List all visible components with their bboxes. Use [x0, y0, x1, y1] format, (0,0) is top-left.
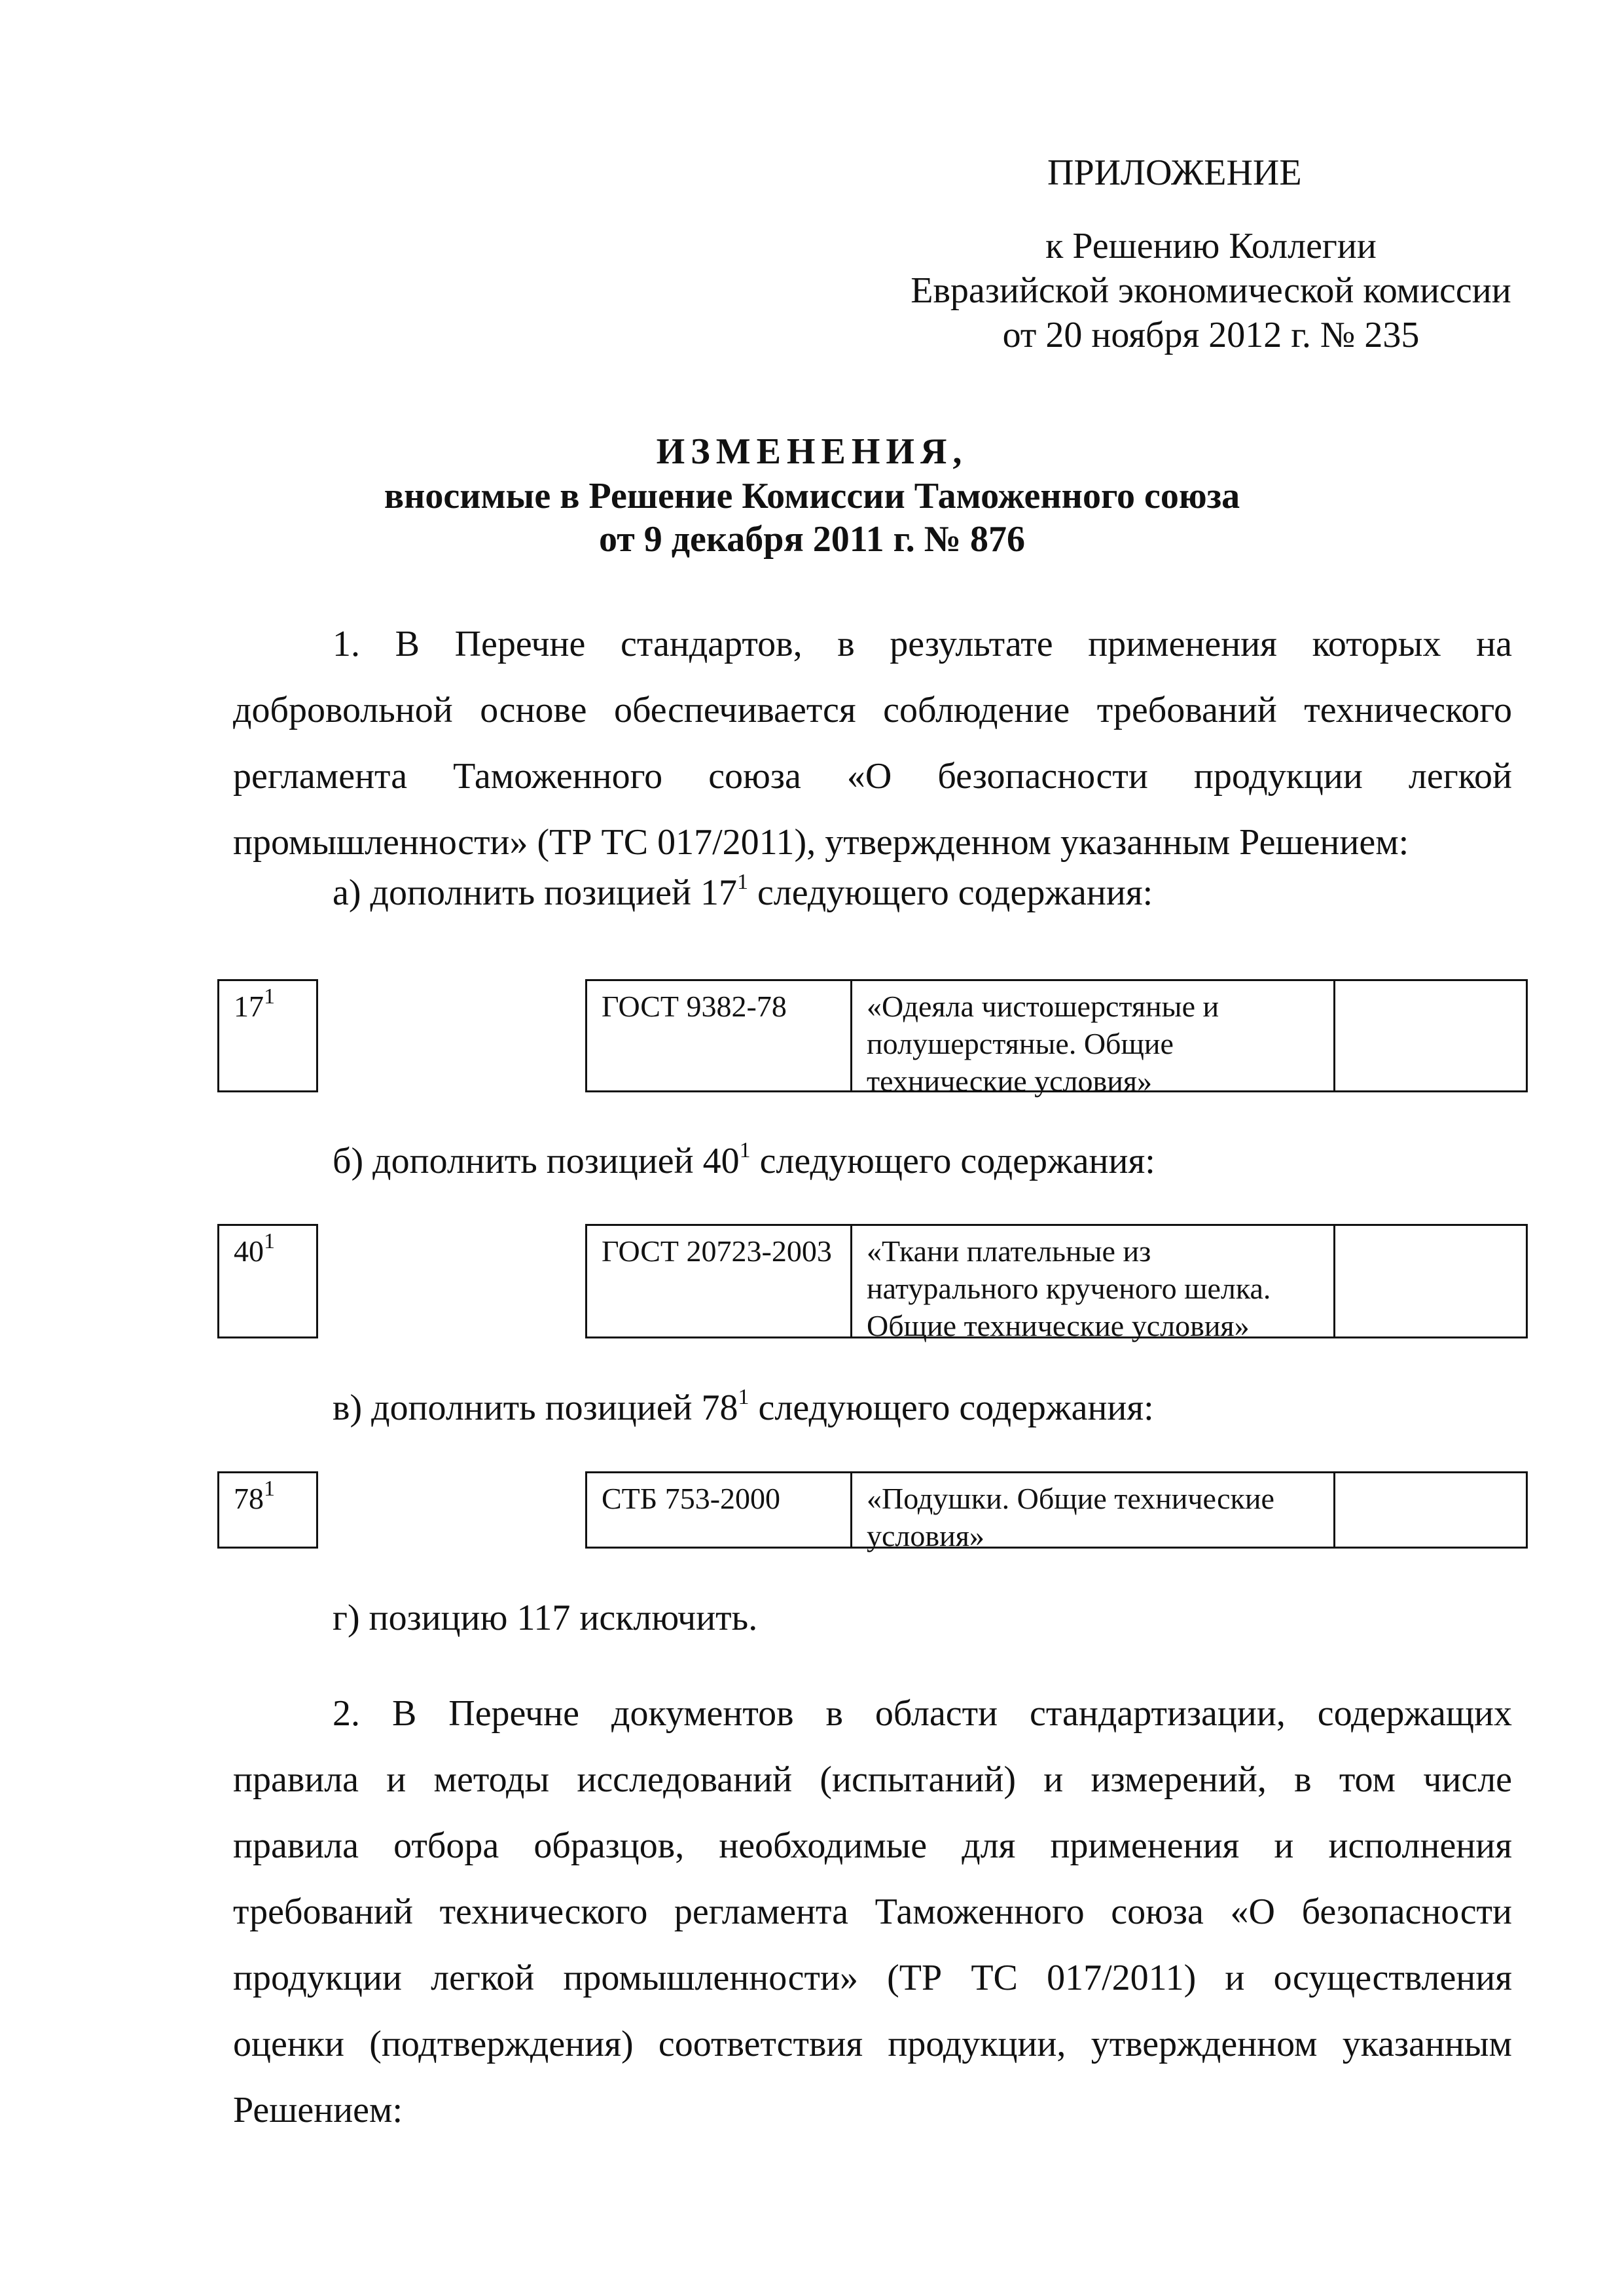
item-d: г) позицию 117 исключить. — [333, 1598, 758, 1638]
position-cell — [217, 979, 318, 1092]
item-text: следующего содержания: — [750, 1141, 1155, 1181]
superscript: 1 — [264, 984, 275, 1009]
note-cell — [1333, 1471, 1528, 1549]
paragraph-line: правила отбора образцов, необходимые для применения и исполнения — [233, 1825, 1512, 1866]
position-cell — [217, 1224, 318, 1338]
superscript: 1 — [736, 870, 748, 895]
standard-cell: СТБ 753-2000 — [585, 1471, 852, 1549]
paragraph-line: продукции легкой промышленности» (ТР ТС 017/2011) и осуществления — [233, 1958, 1512, 1998]
appendix-reference — [851, 224, 1571, 357]
appendix-ref-line: к Решению Коллегии — [1045, 226, 1377, 266]
item-c — [333, 1386, 1154, 1430]
note-cell — [1333, 979, 1528, 1092]
position-number: 40 — [234, 1234, 264, 1268]
item-text: следующего содержания: — [748, 872, 1153, 913]
item-b — [333, 1139, 1155, 1183]
superscript: 1 — [739, 1138, 751, 1163]
item-text: в) дополнить позицией 78 — [333, 1388, 738, 1428]
paragraph-line: 1. В Перечне стандартов, в результате применения которых на — [333, 624, 1512, 664]
item-text: а) дополнить позицией 17 — [333, 872, 737, 913]
title-cell: «Подушки. Общие технические условия» — [850, 1471, 1335, 1549]
item-a — [333, 870, 1153, 915]
superscript: 1 — [264, 1476, 275, 1501]
item-text: следующего содержания: — [749, 1388, 1154, 1428]
paragraph-line: промышленности» (ТР ТС 017/2011), утвержденном указанным Решением: — [233, 822, 1409, 863]
appendix-label: ПРИЛОЖЕНИЕ — [1047, 152, 1302, 193]
document-subtitle: вносимые в Решение Комиссии Таможенного союза — [384, 476, 1240, 516]
paragraph-line: 2. В Перечне документов в области стандартизации, содержащих — [333, 1693, 1512, 1734]
note-cell — [1333, 1224, 1528, 1338]
position-number: 78 — [234, 1482, 264, 1515]
document-title: ИЗМЕНЕНИЯ, — [656, 431, 968, 472]
standard-cell: ГОСТ 9382-78 — [585, 979, 852, 1092]
section-2-paragraph — [233, 1681, 1512, 2144]
superscript: 1 — [738, 1385, 749, 1410]
appendix-ref-line: от 20 ноября 2012 г. № 235 — [1002, 315, 1420, 355]
item-text: б) дополнить позицией 40 — [333, 1141, 740, 1181]
superscript: 1 — [264, 1229, 275, 1253]
paragraph-line: регламента Таможенного союза «О безопасности продукции легкой — [233, 756, 1512, 797]
paragraph-line: добровольной основе обеспечивается соблюдение требований технического — [233, 690, 1512, 730]
paragraph-line: требований технического регламента Таможенного союза «О безопасности — [233, 1892, 1512, 1932]
position-cell — [217, 1471, 318, 1549]
position-number: 17 — [234, 990, 264, 1023]
title-cell: «Ткани плательные из натурального крученого шелка. Общие технические условия» — [850, 1224, 1335, 1338]
paragraph-line: правила и методы исследований (испытаний) и измерений, в том числе — [233, 1759, 1512, 1800]
standard-cell: ГОСТ 20723-2003 — [585, 1224, 852, 1338]
appendix-ref-line: Евразийской экономической комиссии — [911, 270, 1511, 311]
section-1-paragraph — [233, 611, 1512, 876]
paragraph-line: оценки (подтверждения) соответствия продукции, утвержденном указанным — [233, 2024, 1512, 2064]
title-cell: «Одеяла чистошерстяные и полушерстяные. Общие технические условия» — [850, 979, 1335, 1092]
document-subtitle: от 9 декабря 2011 г. № 876 — [598, 519, 1026, 560]
paragraph-line: Решением: — [233, 2090, 403, 2130]
